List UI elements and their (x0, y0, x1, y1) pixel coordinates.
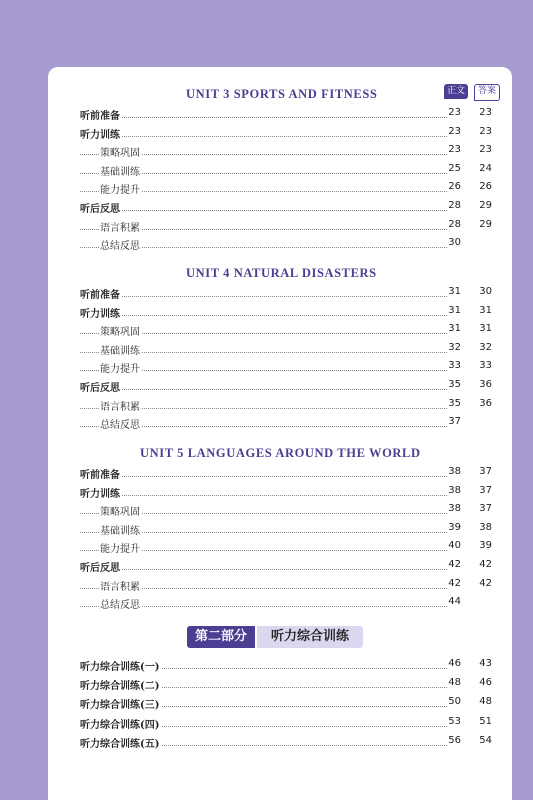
answer-page-number: 31 (479, 304, 492, 316)
body-page-number: 31 (448, 323, 461, 335)
leader-dots (80, 296, 447, 297)
toc-row[interactable] (0, 658, 533, 674)
leader-dots (80, 315, 447, 316)
answer-page-number: 51 (479, 715, 492, 727)
answer-page-number: 23 (479, 144, 492, 156)
toc-entry-name: 听前准备 (80, 107, 122, 122)
answer-page-number: 23 (479, 125, 492, 137)
body-page-number: 35 (448, 379, 461, 390)
toc-row[interactable] (0, 360, 533, 376)
body-page-number: 26 (448, 181, 461, 193)
toc-entry-name: 基础训练 (100, 342, 142, 357)
answer-page-number: 36 (479, 397, 492, 409)
toc-row[interactable] (0, 716, 533, 732)
toc-entry-name: 听后反思 (80, 200, 122, 215)
body-page-number: 35 (448, 397, 461, 409)
toc-entry-name: 听前准备 (80, 286, 122, 301)
toc-row[interactable] (0, 677, 533, 693)
leader-dots (80, 569, 447, 570)
answer-page-number: 48 (479, 696, 492, 708)
toc-entry-name: 听后反思 (80, 379, 122, 394)
body-page-number: 56 (448, 734, 461, 746)
body-page-number: 38 (448, 466, 461, 477)
toc-row[interactable] (0, 237, 533, 253)
body-page-number: 23 (448, 107, 461, 118)
toc-entry-name: 语言积累 (100, 219, 142, 234)
answer-page-number: 36 (479, 379, 492, 390)
answer-page-number: 24 (479, 162, 492, 174)
unit-title: UNIT 5 LANGUAGES AROUND THE WORLD (140, 446, 421, 460)
body-page-number: 42 (448, 559, 461, 570)
leader-dots (80, 495, 447, 496)
answer-page-number: 26 (479, 181, 492, 193)
toc-entry-name: 听力训练 (80, 305, 122, 320)
answer-page-number: 37 (479, 484, 492, 496)
body-page-number: 23 (448, 144, 461, 156)
body-page-number: 38 (448, 484, 461, 496)
toc-entry-name: 听力综合训练(五) (80, 735, 161, 750)
toc-entry-name: 听力综合训练(一) (80, 658, 161, 673)
leader-dots (80, 476, 447, 477)
part-two-label: 第二部分 (187, 626, 255, 648)
body-page-number: 44 (448, 596, 461, 608)
toc-row[interactable] (0, 144, 533, 160)
toc-row[interactable] (0, 503, 533, 519)
answer-page-column-header: 答案 (474, 84, 500, 101)
answer-page-number: 42 (479, 577, 492, 589)
toc-row[interactable] (0, 398, 533, 414)
toc-row[interactable] (0, 696, 533, 712)
answer-page-number: 42 (479, 559, 492, 570)
body-page-number: 50 (448, 696, 461, 708)
toc-entry-name: 策略巩固 (100, 503, 142, 518)
leader-dots (80, 136, 447, 137)
toc-row[interactable] (0, 379, 533, 395)
toc-row[interactable] (0, 219, 533, 235)
answer-page-number: 43 (479, 658, 492, 669)
toc-entry-name: 语言积累 (100, 398, 142, 413)
toc-entry-name: 听力训练 (80, 485, 122, 500)
toc-entry-name: 总结反思 (100, 237, 142, 252)
body-page-number: 53 (448, 715, 461, 727)
answer-page-number: 37 (479, 503, 492, 515)
toc-entry-name: 听力综合训练(二) (80, 677, 161, 692)
leader-dots (80, 210, 447, 211)
body-page-number: 31 (448, 304, 461, 316)
leader-dots (80, 117, 447, 118)
body-page-column-header: 正文 (444, 84, 468, 99)
toc-row[interactable] (0, 126, 533, 142)
toc-row[interactable] (0, 200, 533, 216)
toc-row[interactable] (0, 578, 533, 594)
answer-page-number: 30 (479, 286, 492, 297)
body-page-number: 42 (448, 577, 461, 589)
body-page-number: 46 (448, 658, 461, 669)
toc-entry-name: 基础训练 (100, 522, 142, 537)
toc-entry-name: 总结反思 (100, 416, 142, 431)
answer-page-number: 38 (479, 521, 492, 533)
body-page-number: 39 (448, 521, 461, 533)
leader-dots (80, 389, 447, 390)
toc-entry-name: 能力提升 (100, 360, 142, 375)
answer-page-number: 39 (479, 540, 492, 552)
answer-page-number: 29 (479, 200, 492, 211)
part-two-banner (187, 626, 363, 648)
body-page-number: 38 (448, 503, 461, 515)
toc-entry-name: 能力提升 (100, 540, 142, 555)
toc-row[interactable] (0, 559, 533, 575)
body-page-number: 32 (448, 341, 461, 353)
toc-row[interactable] (0, 416, 533, 432)
toc-entry-name: 听前准备 (80, 466, 122, 481)
toc-entry-name: 听力综合训练(三) (80, 696, 161, 711)
body-page-number: 25 (448, 162, 461, 174)
body-page-number: 28 (448, 200, 461, 211)
toc-row[interactable] (0, 181, 533, 197)
unit-title: UNIT 3 SPORTS AND FITNESS (186, 87, 378, 101)
toc-entry-name: 听后反思 (80, 559, 122, 574)
toc-entry-name: 听力训练 (80, 126, 122, 141)
body-page-number: 37 (448, 416, 461, 428)
body-page-number: 33 (448, 360, 461, 372)
toc-entry-name: 总结反思 (100, 596, 142, 611)
toc-entry-name: 语言积累 (100, 578, 142, 593)
toc-entry-name: 策略巩固 (100, 323, 142, 338)
answer-page-number: 32 (479, 341, 492, 353)
toc-row[interactable] (0, 485, 533, 501)
toc-row[interactable] (0, 540, 533, 556)
body-page-number: 31 (448, 286, 461, 297)
answer-page-number: 33 (479, 360, 492, 372)
part-two-title: 听力综合训练 (257, 626, 363, 648)
toc-row[interactable] (0, 735, 533, 751)
toc-row[interactable] (0, 107, 533, 123)
toc-entry-name: 听力综合训练(四) (80, 716, 161, 731)
toc-entry-name: 策略巩固 (100, 144, 142, 159)
body-page-number: 30 (448, 237, 461, 249)
toc-entry-name: 基础训练 (100, 163, 142, 178)
toc-row[interactable] (0, 522, 533, 538)
answer-page-number: 46 (479, 677, 492, 689)
answer-page-number: 31 (479, 323, 492, 335)
toc-entry-name: 能力提升 (100, 181, 142, 196)
body-page-number: 23 (448, 125, 461, 137)
body-page-number: 28 (448, 218, 461, 230)
toc-row[interactable] (0, 286, 533, 302)
toc-row[interactable] (0, 163, 533, 179)
toc-row[interactable] (0, 466, 533, 482)
answer-page-number: 29 (479, 218, 492, 230)
unit-title: UNIT 4 NATURAL DISASTERS (186, 266, 377, 280)
body-page-number: 40 (448, 540, 461, 552)
answer-page-number: 23 (479, 107, 492, 118)
toc-row[interactable] (0, 305, 533, 321)
toc-row[interactable] (0, 323, 533, 339)
answer-page-number: 37 (479, 466, 492, 477)
body-page-number: 48 (448, 677, 461, 689)
toc-row[interactable] (0, 596, 533, 612)
toc-row[interactable] (0, 342, 533, 358)
answer-page-number: 54 (479, 734, 492, 746)
